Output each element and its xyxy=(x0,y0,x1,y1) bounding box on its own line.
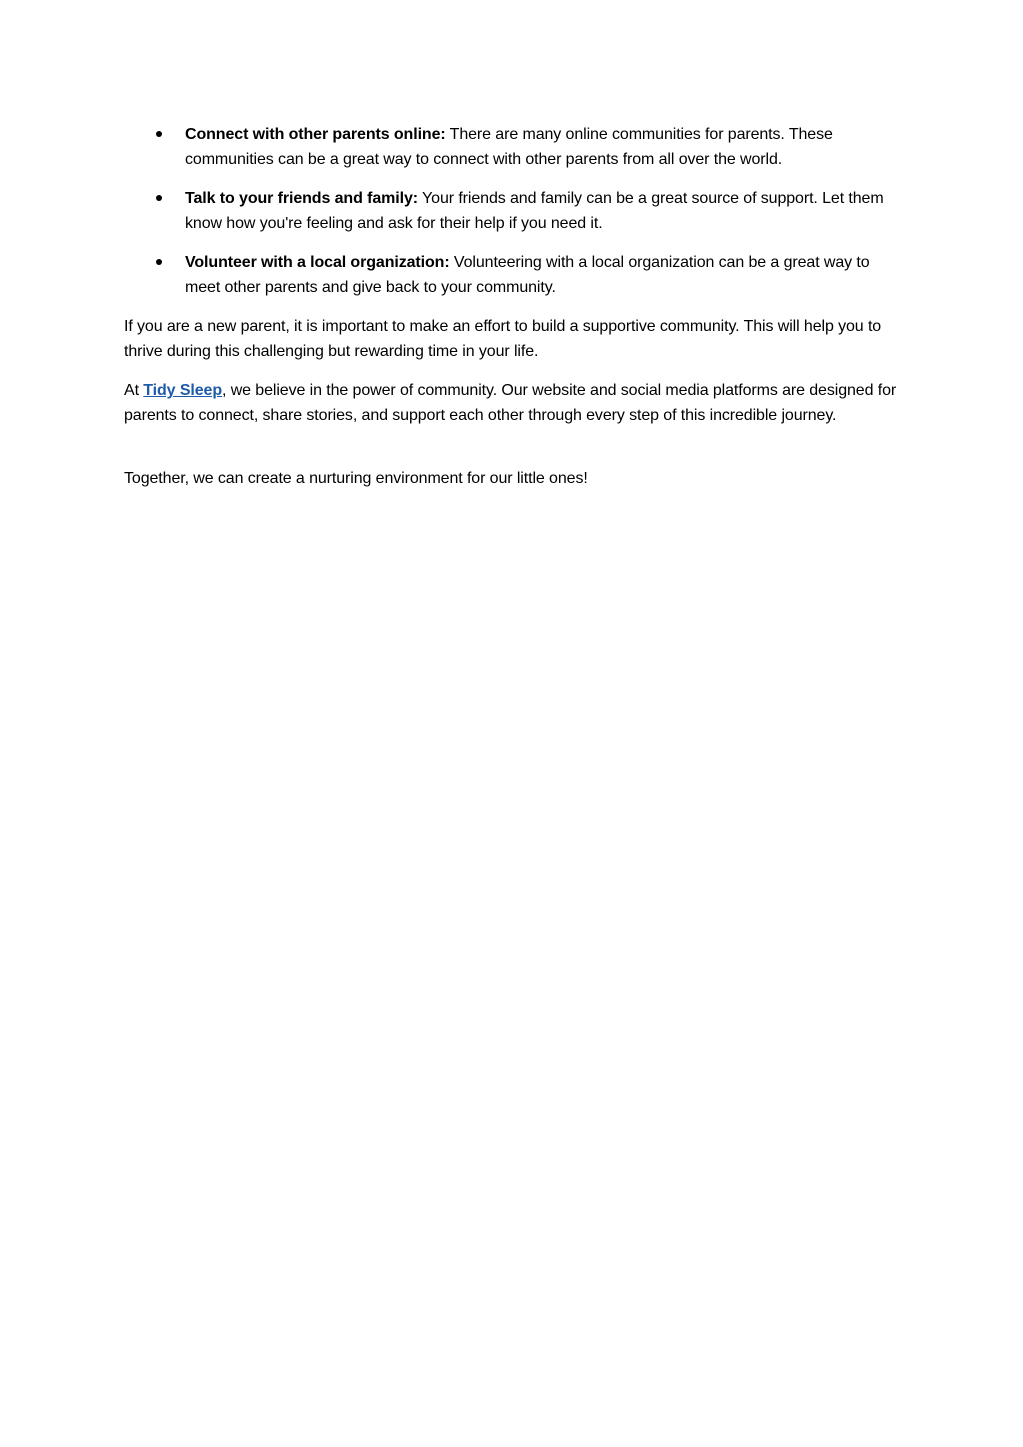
tidy-sleep-link[interactable]: Tidy Sleep xyxy=(143,382,223,399)
paragraph-together: Together, we can create a nurturing environment for our little ones! xyxy=(124,470,588,487)
document-body xyxy=(124,122,899,505)
list-item-lead: Connect with other parents online: xyxy=(185,126,446,143)
list-item-lead: Talk to your friends and family: xyxy=(185,190,418,207)
paragraph-spacer xyxy=(124,442,899,466)
paragraph-tidy-sleep xyxy=(124,378,899,428)
list-item xyxy=(124,186,899,236)
paragraph-suffix: , we believe in the power of community. Our website and social media platforms are designed for parents to connect, share stories, and support each other through every step of this incredible journey. xyxy=(124,382,897,424)
bullet-icon xyxy=(156,259,162,265)
list-item xyxy=(124,122,899,172)
list-item-text: Your friends and family can be a great source of support. Let them know how you're feeling and ask for their help if you need it. xyxy=(185,190,884,232)
list-item-text: Volunteering with a local organization can be a great way to meet other parents and give back to your community. xyxy=(185,254,870,296)
bullet-icon xyxy=(156,195,162,201)
bullet-icon xyxy=(156,131,162,137)
list-item-text: There are many online communities for parents. These communities can be a great way to connect with other parents from all over the world. xyxy=(185,126,833,168)
paragraph-prefix: At xyxy=(124,382,144,399)
paragraph-new-parent: If you are a new parent, it is important to make an effort to build a supportive community. This will help you to thrive during this challenging but rewarding time in your life. xyxy=(124,318,882,360)
tips-list xyxy=(124,122,899,300)
list-item-lead: Volunteer with a local organization: xyxy=(185,254,450,271)
list-item xyxy=(124,250,899,300)
